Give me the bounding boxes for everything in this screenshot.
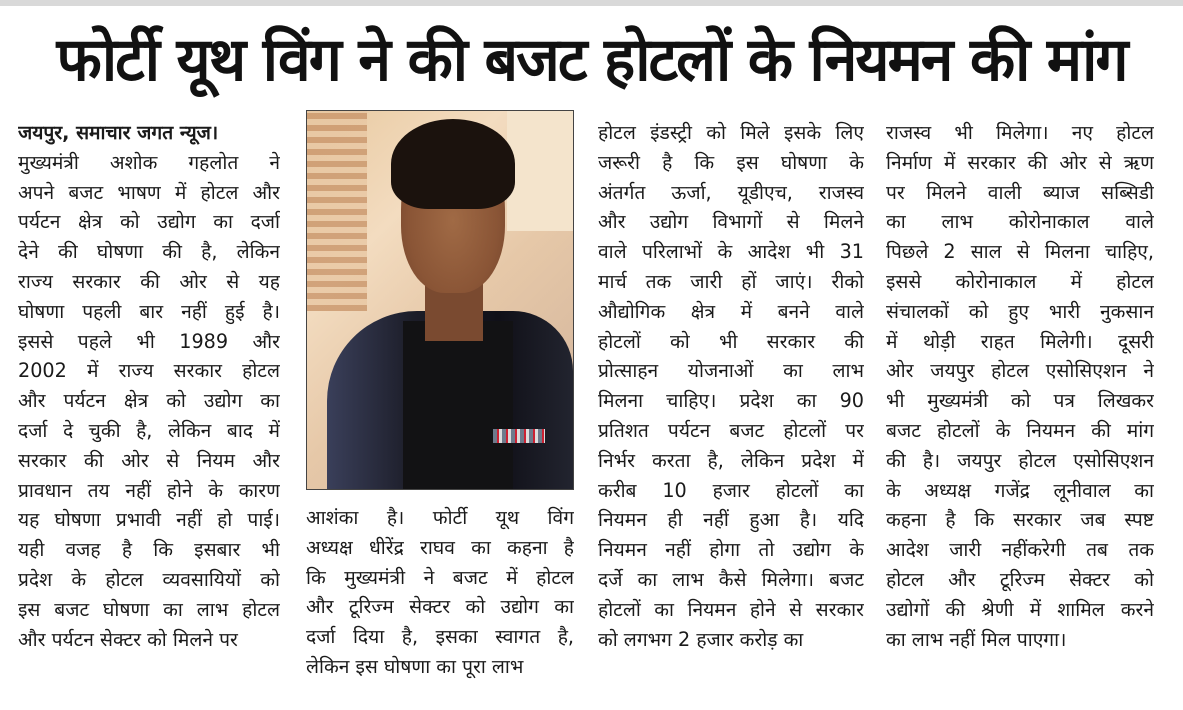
text-line: और उद्योग विभागों से मिलने [598,210,864,234]
text-line: होटल इंडस्ट्री को मिले इसके लिए [598,121,864,144]
text-line: नियमन नहीं होगा तो उद्योग के [598,538,864,562]
text-line: की है। जयपुर होटल एसोसिएशन [886,448,1154,472]
headline: फोर्टी यूथ विंग ने की बजट होटलों के नियमन की मांग [56,25,1127,95]
text-line: प्रदेश के होटल व्यवसायियों को [18,567,280,591]
text-line: का लाभ कोरोनाकाल वाले [886,210,1154,234]
text-line: राजस्व भी मिलेगा। नए होटल [886,121,1154,144]
text-line: पिछले 2 साल से मिलना चाहिए, [886,240,1154,264]
text-line: औद्योगिक क्षेत्र में बनने वाले [598,299,864,323]
text-line: निर्माण में सरकार की ओर से ऋण [886,150,1154,174]
text-line: को लगभग 2 हजार करोड़ का [598,627,804,651]
column-1 [18,118,280,654]
text-line: पर मिलने वाली ब्याज सब्सिडी [886,180,1154,204]
text-line: घोषणा पहली बार नहीं हुई है। [18,299,280,323]
background-window [507,111,573,231]
text-line: कि मुख्यमंत्री ने बजट में होटल [306,565,574,589]
text-line: अंतर्गत ऊर्जा, यूडीएच, राजस्व [598,180,864,204]
text-line: होटल और टूरिज्म सेक्टर को [886,567,1154,591]
text-line: और पर्यटन सेक्टर को मिलने पर [18,627,238,651]
text-line: और टूरिज्म सेक्टर को उद्योग का [306,595,574,619]
text-line: संचालकों को हुए भारी नुकसान [886,299,1154,323]
text-line: उद्योगों की श्रेणी में शामिल करने [886,597,1154,621]
text-line: दर्जे का लाभ कैसे मिलेगा। बजट [598,567,864,591]
text-line: का लाभ नहीं मिल पाएगा। [886,627,1067,651]
text-line: प्रावधान तय नहीं होने के कारण [18,478,280,502]
text-line: अध्यक्ष धीरेंद्र राघव का कहना है [306,535,574,559]
text-line: ओर जयपुर होटल एसोसिएशन ने [886,359,1154,383]
window-blinds [307,111,367,311]
text-line: के अध्यक्ष गजेंद्र लूनीवाल का [886,478,1154,502]
text-line: इस बजट घोषणा का लाभ होटल [18,597,280,621]
text-line: यह घोषणा प्रभावी नहीं हो पाई। [18,508,280,532]
text-line: होटलों को भी सरकार की [598,329,864,353]
top-border [0,0,1183,6]
text-line: इससे पहले भी 1989 और [18,329,280,353]
byline: जयपुर, समाचार जगत न्यूज। [18,121,219,144]
text-line: मार्च तक जारी हों जाएं। रीको [598,269,864,293]
text-line: दर्जा दे चुकी है, लेकिन बाद में [18,418,280,442]
text-line: राज्य सरकार की ओर से यह [18,269,280,293]
text-line: कहना है कि सरकार जब स्पष्ट [886,508,1154,532]
text-line: वाले परिलाभों के आदेश भी 31 [598,240,864,264]
text-line: मुख्यमंत्री अशोक गहलोत ने [18,150,280,174]
pocket-square [493,429,545,443]
text-line: दर्जा दिया है, इसका स्वागत है, [306,625,574,649]
text-line: होटलों का नियमन होने से सरकार [598,597,864,621]
text-line: प्रोत्साहन योजनाओं का लाभ [598,359,864,383]
text-line: नियमन ही नहीं हुआ है। यदि [598,508,864,532]
text-line: यही वजह है कि इसबार भी [18,538,280,562]
portrait-photo [306,110,574,490]
text-line: आदेश जारी नहींकरेगी तब तक [886,538,1154,562]
text-line: 2002 में राज्य सरकार होटल [18,359,280,383]
text-line: जरूरी है कि इस घोषणा के [598,150,864,174]
text-line: करीब 10 हजार होटलों का [598,478,864,502]
text-line: प्रतिशत पर्यटन बजट होटलों पर [598,418,864,442]
text-line: देने की घोषणा की है, लेकिन [18,240,280,264]
text-line: आशंका है। फोर्टी यूथ विंग [306,506,574,529]
column-4 [886,118,1154,654]
text-line: भी मुख्यमंत्री को पत्र लिखकर [886,389,1154,413]
text-line: और पर्यटन क्षेत्र को उद्योग का [18,389,280,413]
hair [391,119,515,209]
vest [403,321,513,489]
text-line: निर्भर करता है, लेकिन प्रदेश में [598,448,864,472]
text-line: अपने बजट भाषण में होटल और [18,180,280,204]
text-line: बजट होटलों के नियमन की मांग [886,418,1154,442]
column-2 [306,503,574,682]
text-line: इससे कोरोनाकाल में होटल [886,269,1154,293]
column-3 [598,118,864,654]
text-line: पर्यटन क्षेत्र को उद्योग का दर्जा [18,210,280,234]
text-line: लेकिन इस घोषणा का पूरा लाभ [306,654,524,678]
text-line: मिलना चाहिए। प्रदेश का 90 [598,389,864,413]
text-line: सरकार की ओर से नियम और [18,448,280,472]
text-line: में थोड़ी राहत मिलेगी। दूसरी [886,329,1154,353]
